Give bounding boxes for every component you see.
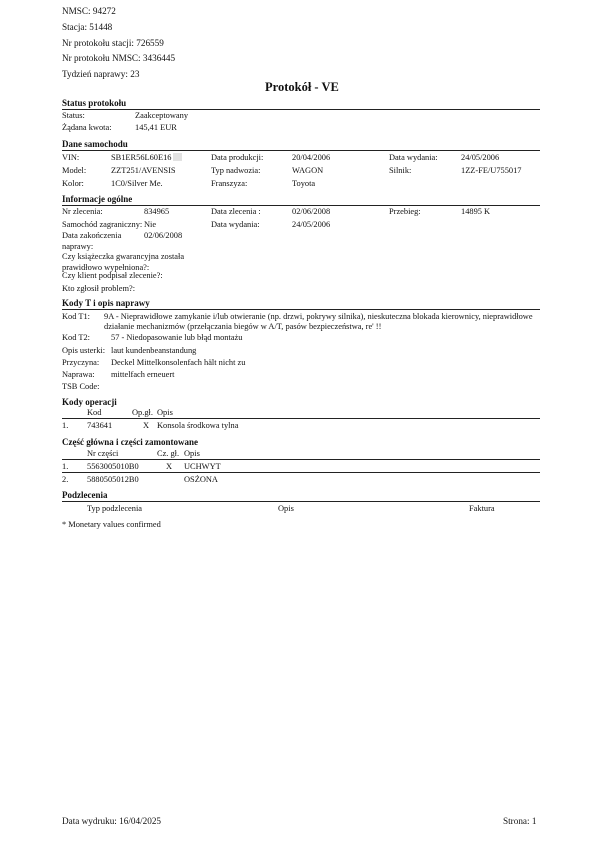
nmsc-protocol-number: Nr protokołu NMSC: 3436445 <box>62 53 176 63</box>
t1-label: Kod T1: <box>62 312 90 321</box>
print-date: Data wydruku: 16/04/2025 <box>62 816 162 826</box>
part-description: UCHWYT <box>184 462 221 471</box>
section-rule <box>62 109 540 110</box>
repair-label: Naprawa: <box>62 370 95 379</box>
amount-label: Żądana kwota: <box>62 123 112 132</box>
column-header: Typ podzlecenia <box>87 504 142 513</box>
status-value: Zaakceptowany <box>135 111 189 120</box>
mileage-label: Przebieg: <box>389 207 421 216</box>
fault-value: laut kundenbeanstandung <box>111 346 197 355</box>
column-header: Faktura <box>469 504 495 513</box>
column-header: Kod <box>87 408 102 417</box>
vin-label: VIN: <box>62 153 80 162</box>
page-number: Strona: 1 <box>503 816 537 826</box>
repair-value: mittelfach erneuert <box>111 370 175 379</box>
table-header-rule <box>62 459 540 460</box>
cause-label: Przyczyna: <box>62 358 100 367</box>
column-header: Opis <box>157 408 173 417</box>
column-header: Opis <box>278 504 294 513</box>
section-rule <box>62 205 540 206</box>
section-heading-car: Dane samochodu <box>62 139 128 149</box>
cause-value: Deckel Mittelkonsolenfach hält nicht zu <box>111 358 246 367</box>
row-number: 1. <box>62 421 69 430</box>
fault-label: Opis usterki: <box>62 346 106 355</box>
section-heading-status: Status protokołu <box>62 98 127 108</box>
delivery-date-label: Data wydania: <box>389 153 438 162</box>
warranty-book-question: Czy książeczka gwarancyjna została prawidłowo wypełniona?: <box>62 252 185 272</box>
franchise-label: Franszyza: <box>211 179 248 188</box>
operation-description: Konsola środkowa tylna <box>157 421 239 430</box>
section-heading-subcontract: Podzlecenia <box>62 490 108 500</box>
nmsc-number: NMSC: 94272 <box>62 6 116 16</box>
column-header: Opis <box>184 449 200 458</box>
vin-value: SB1ER56L60E16 <box>111 153 182 162</box>
foreign-car-label: Samochód zagraniczny: <box>62 220 143 229</box>
franchise-value: Toyota <box>292 179 316 188</box>
station-protocol-number: Nr protokołu stacji: 726559 <box>62 38 164 48</box>
part-number: 5563005010B0 <box>87 462 139 471</box>
operation-main-flag: X <box>143 421 150 430</box>
completion-date-label: Data zakończenia naprawy: <box>62 231 122 251</box>
engine-label: Silnik: <box>389 166 412 175</box>
who-reported-question: Kto zgłosił problem?: <box>62 284 136 293</box>
operation-code: 743641 <box>87 421 113 430</box>
page-title: Protokół - VE <box>265 80 339 94</box>
column-header: Op.gł. <box>132 408 153 417</box>
section-rule <box>62 150 540 151</box>
section-heading-operations: Kody operacji <box>62 397 117 407</box>
production-date-label: Data produkcji: <box>211 153 264 162</box>
section-heading-general: Informacje ogólne <box>62 194 133 204</box>
completion-date-value: 02/06/2008 <box>144 231 183 240</box>
engine-value: 1ZZ-FE/U755017 <box>461 166 522 175</box>
body-type-label: Typ nadwozia: <box>211 166 261 175</box>
amount-value: 145,41 EUR <box>135 123 177 132</box>
release-date-label: Data wydania: <box>211 220 260 229</box>
order-date-value: 02/06/2008 <box>292 207 331 216</box>
t2-label: Kod T2: <box>62 333 90 342</box>
section-heading-parts: Część główna i części zamontowane <box>62 437 198 447</box>
client-signed-question: Czy klient podpisał zlecenie?: <box>62 271 163 280</box>
production-date-value: 20/04/2006 <box>292 153 331 162</box>
model-label: Model: <box>62 166 87 175</box>
section-rule <box>62 501 540 502</box>
color-label: Kolor: <box>62 179 84 188</box>
order-date-label: Data zlecenia : <box>211 207 261 216</box>
part-description: OSŻONA <box>184 475 218 484</box>
delivery-date-value: 24/05/2006 <box>461 153 500 162</box>
row-number: 2. <box>62 475 69 484</box>
section-rule <box>62 309 540 310</box>
repair-week: Tydzień naprawy: 23 <box>62 69 140 79</box>
body-type-value: WAGON <box>292 166 324 175</box>
table-header-rule <box>62 418 540 419</box>
model-value: ZZT251/AVENSIS <box>111 166 176 175</box>
color-value: 1C0/Silver Me. <box>111 179 163 188</box>
row-divider <box>62 472 540 473</box>
station-number: Stacja: 51448 <box>62 22 113 32</box>
redacted-mark <box>173 153 182 161</box>
order-number-label: Nr zlecenia: <box>62 207 103 216</box>
row-number: 1. <box>62 462 69 471</box>
column-header: Cz. gł. <box>157 449 180 458</box>
part-number: 5880505012B0 <box>87 475 139 484</box>
release-date-value: 24/05/2006 <box>292 220 331 229</box>
mileage-value: 14895 K <box>461 207 491 216</box>
foreign-car-value: Nie <box>144 220 157 229</box>
status-label: Status: <box>62 111 85 120</box>
part-main-flag: X <box>166 462 173 471</box>
tsb-code-label: TSB Code: <box>62 382 100 391</box>
t2-value: 57 - Niedopasowanie lub błąd montażu <box>111 333 243 342</box>
order-number-value: 834965 <box>144 207 170 216</box>
column-header: Nr części <box>87 449 119 458</box>
footnote: * Monetary values confirmed <box>62 520 161 529</box>
t1-value: 9A - Nieprawidłowe zamykanie i/lub otwieranie (np. drzwi, pokrywy silnika), nieskuteczna blokada kierownicy, nieprawidłowe działanie mechanizmów (przełączania biegów w A/T, pasów bezpieczeństwa, re' !! <box>104 312 533 331</box>
section-heading-t-codes: Kody T i opis naprawy <box>62 298 150 308</box>
